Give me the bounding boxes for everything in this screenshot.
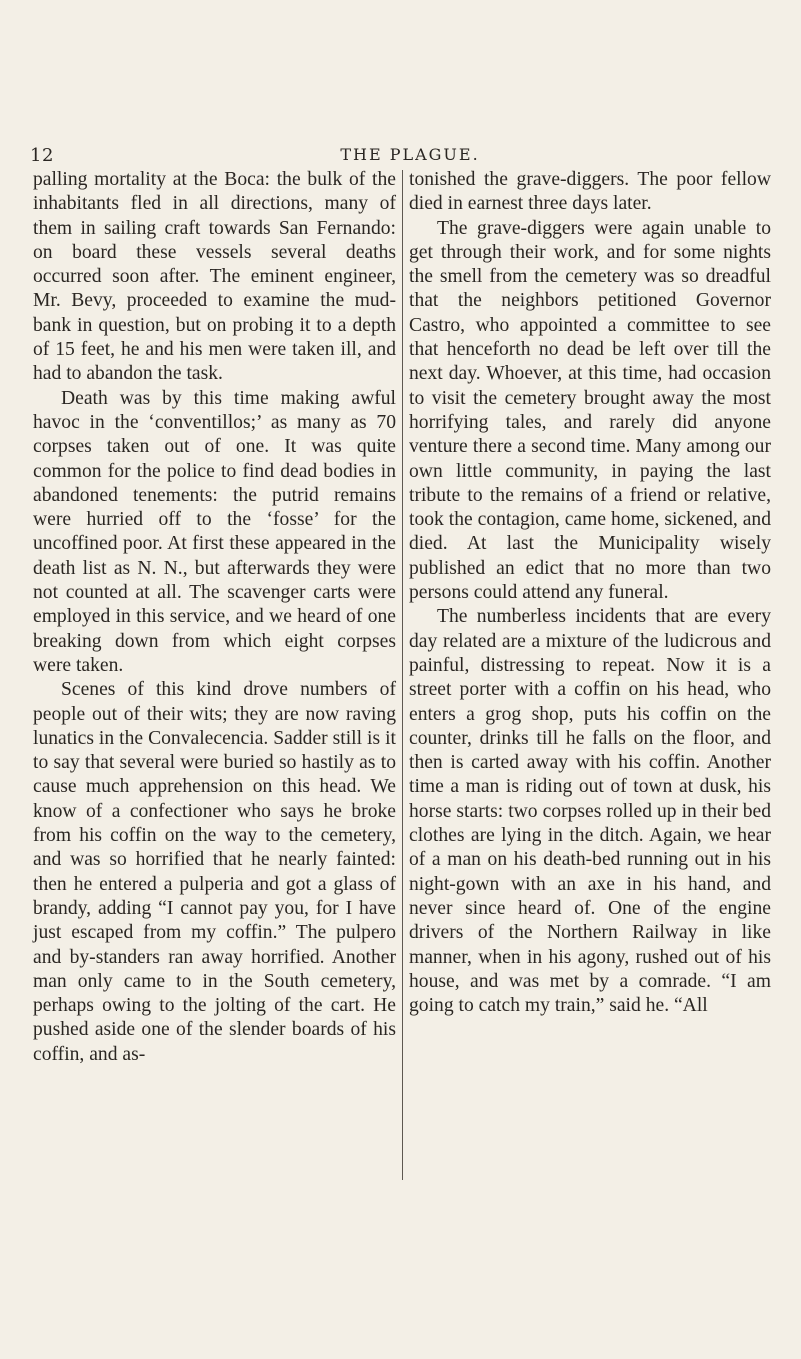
column-divider [402,170,403,1180]
paragraph: Death was by this time making awful havoc in the ‘conventillos;’ as many as 70 corpses taken out of one. It was quite common for the police to find dead bodies in abandoned tenements: the putrid remains were hurried off to the ‘fosse’ for the uncoffined poor. At first these appeared in the death list as N. N., but afterwards they were not counted at all. The scavenger carts were employed in this service, and we heard of one breaking down from which eight corpses were taken. [33,387,396,676]
running-title: THE PLAGUE. [340,145,480,164]
page-number: 12 [30,145,54,166]
paragraph: tonished the grave-diggers. The poor fellow died in earnest three days later. [409,169,771,215]
paragraph: Scenes of this kind drove numbers of people out of their wits; they are now raving lunatics in the Convalecencia. Sadder still is it to say that several were buried so hastily as to cause much apprehension on this head. We know of a confectioner who says he broke from his coffin on the way to the cemetery, and was so horrified that he nearly fainted: then he entered a pulperia and got a glass of brandy, adding “I cannot pay you, for I have just escaped from my coffin.” The pulpero and by-standers ran away horrified. Another man only came to in the South cemetery, perhaps owing to the jolting of the cart. He pushed aside one of the slender boards of his coffin, and as- [33,679,396,1065]
paragraph: The grave-diggers were again unable to get through their work, and for some nights the smell from the cemetery was so dreadful that the neighbors petitioned Governor Castro, who appointed a committee to see that henceforth no dead be left over till the next day. Whoever, at this time, had occasion to visit the cemetery brought away the most horrifying tales, and rarely did anyone venture there a second time. Many among our own little community, in paying the last tribute to the remains of a friend or relative, took the contagion, came home, sickened, and died. At last the Municipality wisely published an edict that no more than two persons could attend any funeral. [409,217,771,604]
running-head [30,145,790,167]
left-column [33,168,396,1067]
paragraph: palling mortality at the Boca: the bulk of the inhabitants fled in all directions, many of them in sailing craft towards San Fernando: on board these vessels several deaths occurred soon after. The eminent engineer, Mr. Bevy, proceeded to examine the mud-bank in question, but on probing it to a depth of 15 feet, he and his men were taken ill, and had to abandon the task. [33,169,396,385]
right-column [409,168,771,1018]
paragraph: The numberless incidents that are every day related are a mixture of the ludicrous and painful, distressing to repeat. Now it is a street porter with a coffin on his head, who enters a grog shop, puts his coffin on the counter, drinks till he falls on the floor, and then is carted away with his coffin. Another time a man is riding out of town at dusk, his horse starts: two corpses rolled up in their bed clothes are lying in the ditch. Again, we hear of a man on his death-bed running out in his night-gown with an axe in his hand, and never since heard of. One of the engine drivers of the Northern Railway in like manner, when in his agony, rushed out of his house, and was met by a comrade. “I am going to catch my train,” said he. “All [409,606,771,1017]
